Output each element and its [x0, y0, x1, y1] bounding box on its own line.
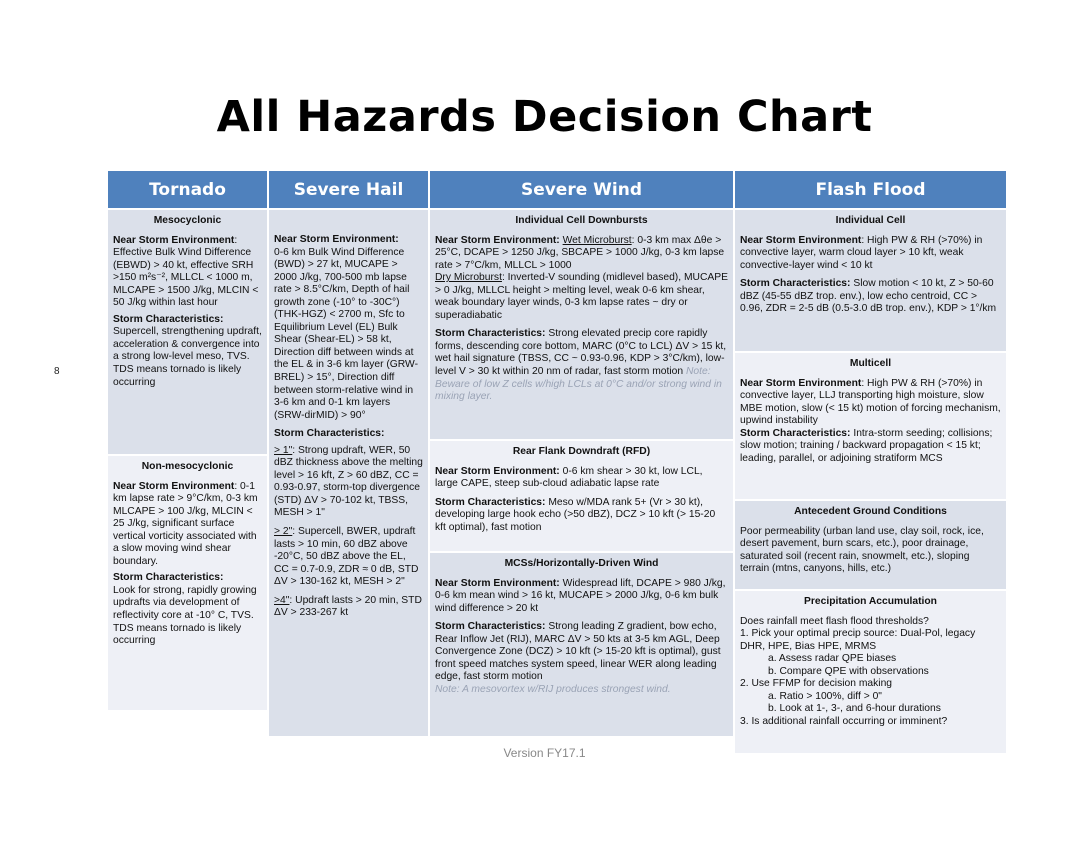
char-label: Storm Characteristics: [113, 313, 224, 325]
char-text: Strong elevated precip core rapidly forms, descending core bottom, MARC (0°C to LCL) ΔV > 15 kt, wet hail signature (TBSS, CC ~ 0.93-0.96, KDP > 3°C/km), low-level V > 30 kt within 20 nm of radar, fast storm motion [435, 328, 727, 378]
char-label: Storm Characteristics: [435, 328, 546, 340]
section-title: Multicell [849, 358, 892, 369]
precip-step-2a: a. Ratio > 100%, diff > 0" [768, 690, 882, 702]
env-label: Near Storm Environment: [274, 234, 399, 245]
section-title: Non-mesocyclonic [141, 461, 234, 472]
hail-size-4-label: >4" [274, 594, 290, 606]
precip-step-3: 3. Is additional rainfall occurring or imminent? [740, 715, 948, 727]
precip-step-2b: b. Look at 1-, 3-, and 6-hour durations [768, 703, 941, 715]
char-text: Look for strong, rapidly growing updrafts via development of reflectivity core at -10° C, TVS. TDS means tornado is likely occurring [113, 584, 257, 647]
header-severe-wind: Severe Wind [430, 171, 733, 208]
char-label: Storm Characteristics: [740, 278, 851, 290]
wind-mcs-section [430, 553, 733, 736]
precip-step-1a: a. Assess radar QPE biases [768, 653, 897, 665]
flood-individual-cell-section [735, 210, 1006, 351]
precip-step-1b: b. Compare QPE with observations [768, 665, 929, 677]
env-text: : Effective Bulk Wind Difference (EBWD) > 40 kt, effective SRH >150 m²s⁻², MLLCL < 1000 m, MLCAPE > 1500 J/kg, MLCIN < 50 J/kg within last hour [113, 234, 259, 309]
wind-rfd-section [430, 441, 733, 551]
env-label: Near Storm Environment: [435, 465, 560, 477]
hail-size-4-text: : Updraft lasts > 20 min, STD ΔV > 233-267 kt [274, 594, 422, 619]
header-flash-flood: Flash Flood [735, 171, 1006, 208]
char-label: Storm Characteristics: [435, 496, 546, 508]
section-title: Mesocyclonic [153, 215, 222, 226]
char-text: Strong leading Z gradient, bow echo, Rear Inflow Jet (RIJ), MARC ΔV > 50 kts at 3-5 km AGL, Deep Convergence Zone (DCZ) > 10 kft (> 15-20 kft is optimal), gust front speed matches system speed, linear WER along leading edge, fast storm motion [435, 621, 721, 683]
env-label: Near Storm Environment: [435, 577, 560, 589]
tornado-non-mesocyclonic-section [108, 456, 267, 710]
env-text: Widespread lift, DCAPE > 980 J/kg, 0-6 km mean wind > 16 kt, MUCAPE > 2000 J/kg, 0-6 km bulk wind difference > 20 kt [435, 577, 726, 614]
page-title: All Hazards Decision Chart [216, 92, 873, 142]
tornado-mesocyclonic-section [108, 210, 267, 454]
precip-question: Does rainfall meet flash flood thresholds? [740, 615, 929, 627]
section-title: Rear Flank Downdraft (RFD) [512, 446, 651, 457]
env-text: : High PW & RH (>70%) in convective layer, warm cloud layer > 10 kft, weak convective-layer wind < 10 kt [740, 234, 983, 271]
flood-antecedent-section [735, 501, 1006, 589]
env-text: 0-6 km Bulk Wind Difference (BWD) > 27 kt, MUCAPE > 2000 J/kg, 700-500 mb lapse rate > 8.5°C/km, Depth of hail growth zone (-10° to -30C°) (THK-HGZ) < 2700 m, Sfc to Equilibrium Level (EL) Bulk Shear (Shear-EL) > 58 kt, Direction diff between winds at the EL & in 3-6 km layer (GRW-BREL) > 15°, Direction diff between storm-relative wind in 3-6 km and 0-1 km layers (SRW-dirMID) > 90° [274, 246, 419, 421]
char-text: Meso w/MDA rank 5+ (Vr > 30 kt), developing large hook echo (>50 dBZ), DCZ > 10 kft (> 15-20 kft optimal), fast motion [435, 496, 716, 533]
hail-size-1-text: : Strong updraft, WER, 50 dBZ thickness above the melting level > 16 kft, Z > 60 dBZ, CC = 0.93-0.97, storm-top divergence (STD) ΔV > 70-102 kt, TBSS, MESH > 1" [274, 444, 423, 519]
antecedent-text: Poor permeability (urban land use, clay soil, rock, ice, desert pavement, burn scars, etc.), poor drainage, saturated soil (recent rain, snowmelt, etc.), sloping terrain (mtns, canyons, hills, etc.) [740, 525, 984, 575]
wet-microburst-text: : 0-3 km max Δθe > 25°C, DCAPE > 1250 J/kg, SBCAPE > 1000 J/kg, 0-3 km lapse rate > 7°C/km, MLLCL > 1000 [435, 234, 725, 271]
dry-microburst-text: : Inverted-V sounding (midlevel based), MUCAPE > 0 J/kg, MLLCL height > melting level, weak 0-6 km shear, weak boundary layer winds, 0-3 km lapse rates ~ dry or superadiabatic [435, 272, 728, 321]
section-title: MCSs/Horizontally-Driven Wind [504, 558, 659, 569]
note: Note: Beware of low Z cells w/high LCLs at 0°C and/or strong wind in mixing layer. [435, 366, 722, 403]
char-text: Supercell, strengthening updraft, acceleration & convergence into a strong low-level meso, TVS. TDS means tornado is likely occurring [113, 326, 262, 388]
hail-section [269, 210, 428, 736]
section-title: Antecedent Ground Conditions [794, 506, 947, 517]
char-label: Storm Characteristics: [274, 428, 385, 440]
precip-step-2: 2. Use FFMP for decision making [740, 678, 893, 690]
wet-microburst-label: Wet Microburst [562, 234, 632, 246]
slide-number: 8 [54, 366, 60, 377]
flood-multicell-section [735, 353, 1006, 499]
header-severe-hail: Severe Hail [269, 171, 428, 208]
wind-downbursts-section [430, 210, 733, 439]
hail-size-2-text: : Supercell, BWER, updraft lasts > 10 min, 60 dBZ above -20°C, 50 dBZ above the EL, CC = 0.7-0.9, ZDR ≈ 0 dB, STD ΔV > 130-162 kt, MESH > 2" [274, 526, 419, 588]
section-title: Individual Cell [835, 215, 906, 226]
dry-microburst-label: Dry Microburst [435, 272, 502, 284]
env-text: : High PW & RH (>70%) in convective layer, LLJ transporting high moisture, slow MBE motion, slow (< 15 kt) motion of forcing mechanism, upwind instability [740, 377, 1001, 427]
section-title: Precipitation Accumulation [804, 596, 937, 607]
env-label: Near Storm Environment [740, 377, 862, 389]
version-label: Version FY17.1 [503, 746, 586, 760]
char-label: Storm Characteristics: [435, 621, 546, 633]
hail-size-2-label: > 2" [274, 526, 293, 538]
hail-size-1-label: > 1" [274, 444, 293, 456]
char-text: Intra-storm seeding; collisions; slow motion; training / backward propagation < 15 kt; leading, parallel, or adjoining stratiform MCS [740, 427, 993, 464]
env-text: 0-6 km shear > 30 kt, low LCL, large CAPE, steep sub-cloud adiabatic lapse rate [435, 465, 703, 490]
env-label: Near Storm Environment [113, 234, 235, 246]
note: Note: A mesovortex w/RIJ produces strongest wind. [435, 683, 671, 695]
env-label: Near Storm Environment [113, 480, 235, 492]
env-label: Near Storm Environment: [435, 234, 560, 246]
char-label: Storm Characteristics: [113, 572, 224, 584]
env-text: : 0-1 km lapse rate > 9°C/km, 0-3 km MLCAPE > 100 J/kg, MLCIN < 25 J/kg, significant surface vertical vorticity associated with a slow moving wind shear boundary. [113, 480, 258, 567]
env-label: Near Storm Environment [740, 234, 862, 246]
section-title: Individual Cell Downbursts [515, 215, 648, 226]
char-label: Storm Characteristics: [740, 427, 851, 439]
char-text: Slow motion < 10 kt, Z > 50-60 dBZ (45-55 dBZ trop. env.), low echo centroid, CC > 0.96, ZDR = 2-5 dB (0.5-3.0 dB trop. env.), KDP > 1°/km [740, 278, 997, 315]
flood-precip-accumulation-section [735, 591, 1006, 753]
header-tornado: Tornado [108, 171, 267, 208]
precip-step-1: 1. Pick your optimal precip source: Dual-Pol, legacy DHR, HPE, Bias HPE, MRMS [740, 628, 976, 652]
